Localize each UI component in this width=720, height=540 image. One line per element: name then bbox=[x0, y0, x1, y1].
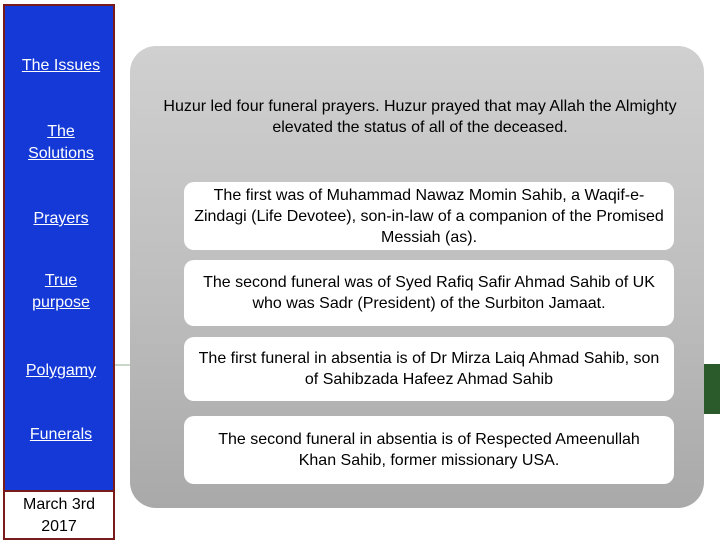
sidebar-nav bbox=[3, 4, 115, 492]
intro-text: Huzur led four funeral prayers. Huzur prayed that may Allah the Almighty elevated the status of all of the deceased. bbox=[163, 98, 677, 136]
date-label bbox=[3, 492, 115, 540]
funeral-card-1-text: The first was of Muhammad Nawaz Momin Sahib, a Waqif-e-Zindagi (Life Devotee), son-in-law of a companion of the Promised Messiah (as). bbox=[194, 186, 664, 246]
funeral-card-3-text: The first funeral in absentia is of Dr Mirza Laiq Ahmad Sahib, son of Sahibzada Hafeez Ahmad Sahib bbox=[198, 350, 660, 388]
funeral-card-2-text: The second funeral was of Syed Rafiq Safir Ahmad Sahib of UK who was Sadr (President) of the Surbiton Jamaat. bbox=[203, 274, 655, 312]
funeral-card-4-text: The second funeral in absentia is of Respected Ameenullah Khan Sahib, former missionary USA. bbox=[218, 431, 640, 469]
nav-link-prayers[interactable]: Prayers bbox=[33, 210, 89, 227]
funeral-card-4 bbox=[184, 416, 674, 484]
nav-link-the-solutions[interactable]: The Solutions bbox=[28, 123, 94, 162]
funeral-card-3 bbox=[184, 337, 674, 401]
funeral-card-2 bbox=[184, 260, 674, 326]
nav-link-true-purpose[interactable]: True purpose bbox=[32, 272, 90, 311]
accent-bar bbox=[704, 364, 720, 414]
nav-link-funerals[interactable]: Funerals bbox=[29, 426, 93, 443]
funeral-card-1 bbox=[184, 182, 674, 250]
nav-link-the-issues[interactable]: The Issues bbox=[21, 57, 101, 74]
date-text: March 3rd 2017 bbox=[22, 496, 96, 535]
nav-link-polygamy[interactable]: Polygamy bbox=[25, 362, 97, 379]
